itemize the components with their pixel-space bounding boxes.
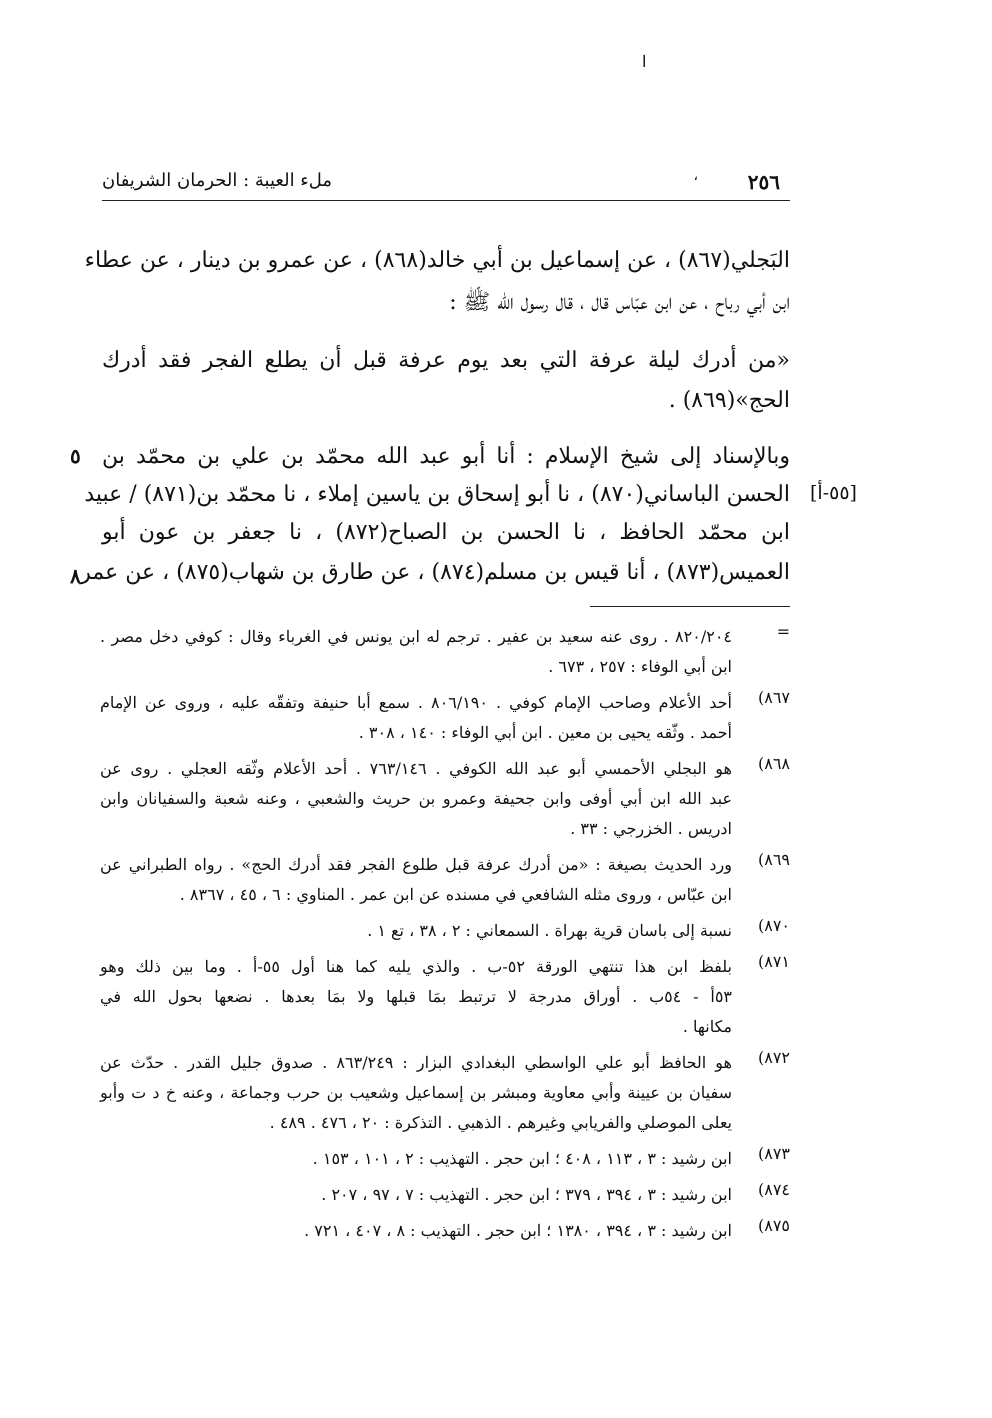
footnote-number: ٨٧٥): [757, 1216, 790, 1235]
line-number-5: ٥: [70, 444, 81, 468]
footnote-line: سفيان بن عيينة وأبي معاوية ومبشر بن إسماعيل وشعيب بن حرب وجماعة ، وعنه خ د ت وأبو: [100, 1083, 732, 1102]
footnote: [100, 1048, 790, 1138]
footnote-number: ٨٧٣): [757, 1144, 790, 1163]
footnote-line: مكانها .: [682, 1017, 732, 1036]
header-tick: ،: [693, 168, 698, 184]
footnote-line: ادريس . الخزرجي : ٣٣ .: [570, 819, 732, 838]
footnote-number: ٨٧٠): [757, 916, 790, 935]
page-number: ٢٥٦: [747, 170, 780, 194]
main-line: الحج»(٨٦٩) .: [668, 388, 790, 413]
footnote-line: عبد الله ابن أبي أوفى وابن جحيفة وعمرو بن حريث والشعبي ، وعنه شعبة والسفيانان وابن: [100, 789, 732, 808]
line-number-8: ٨: [70, 564, 81, 588]
footnotes: [100, 622, 790, 1252]
main-line: العميس(٨٧٣) ، أنا قيس بن مسلم(٨٧٤) ، عن طارق بن شهاب(٨٧٥) ، عن عمر: [80, 560, 790, 585]
footnote: [100, 850, 790, 910]
footnote-number: ٨٦٨): [757, 754, 790, 773]
footnote: [100, 952, 790, 1042]
footnote-rule: [590, 606, 790, 607]
footnote: [100, 688, 790, 748]
footnote-number: ٨٦٩): [757, 850, 790, 869]
main-line: الحسن الباساني(٨٧٠) ، نا أبو إسحاق بن ياسين إملاء ، نا محمّد بن(٨٧١) / عبيد: [84, 482, 790, 507]
footnote: [100, 754, 790, 844]
footnote: [100, 1144, 790, 1174]
main-line: «من أدرك ليلة عرفة التي بعد يوم عرفة قبل أن يطلع الفجر فقد أدرك: [102, 348, 790, 373]
footnote-number: ٨٧٢): [757, 1048, 790, 1067]
footnote-line: هو البجلي الأحمسي أبو عبد الله الكوفي . ٧٦٣/١٤٦ . أحد الأعلام وثّقه العجلي . روى عن: [100, 759, 732, 778]
running-title: ملء العيبة : الحرمان الشريفان: [102, 170, 333, 191]
footnote-number: =: [776, 622, 790, 641]
footnote-line: ابن عبّاس ، وروى مثله الشافعي في مسنده عن ابن عمر . المناوي : ٦ ، ٤٥ ، ٨٣٦٧ .: [179, 885, 732, 904]
footnote-line: بلفظ ابن هذا تنتهي الورقة ٥٢-ب . والذي يليه كما هنا أول ٥٥-أ . وما بين ذلك وهو: [100, 957, 732, 976]
footnote-line: ٨٢٠/٢٠٤ . روى عنه سعيد بن عفير . ترجم له ابن يونس في الغرباء وقال : كوفي دخل مصر .: [100, 627, 732, 646]
footnote-number: ٨٧١): [757, 952, 790, 971]
main-line: البَجلي(٨٦٧) ، عن إسماعيل بن أبي خالد(٨٦٨) ، عن عمرو بن دينار ، عن عطاء: [84, 248, 790, 273]
footnote: [100, 916, 790, 946]
footnote-line: ٥٣أ - ٥٤ب . أوراق مدرجة لا ترتبط بمَا قبلها ولا بمَا بعدها . نضعها بحول الله في: [100, 987, 732, 1006]
folio-marker: [٥٥-أ]: [810, 482, 857, 504]
footnote-line: ابن أبي الوفاء : ٢٥٧ ، ٦٧٣ .: [548, 657, 732, 676]
main-text: [80, 0, 791, 600]
main-line: وبالإسناد إلى شيخ الإسلام : أنا أبو عبد الله محمّد بن علي بن محمّد بن: [102, 444, 790, 469]
footnote-line: ابن رشيد : ٣ ، ١١٣ ، ٤٠٨ ؛ ابن حجر . التهذيب : ٢ ، ١٠١ ، ١٥٣ .: [312, 1149, 732, 1168]
footnote-line: ورد الحديث بصيغة : «من أدرك عرفة قبل طلوع الفجر فقد أدرك الحج» . رواه الطبراني عن: [100, 855, 732, 874]
footnote-number: ٨٦٧): [757, 688, 790, 707]
footnote-line: هو الحافظ أبو علي الواسطي البغدادي البزار : ٨٦٣/٢٤٩ . صدوق جليل القدر . حدّث عن: [100, 1053, 732, 1072]
main-line: ابن محمّد الحافظ ، نا الحسن بن الصباح(٨٧٢) ، نا جعفر بن عون أبو: [102, 520, 791, 545]
footnote-line: أحمد . وثّقه يحيى بن معين . ابن أبي الوفاء : ١٤٠ ، ٣٠٨ .: [358, 723, 732, 742]
footnote-line: ابن رشيد : ٣ ، ٣٩٤ ، ٣٧٩ ؛ ابن حجر . التهذيب : ٧ ، ٩٧ ، ٢٠٧ .: [321, 1185, 732, 1204]
main-line: ابن أبي رباح ، عن ابن عبّاس قال ، قال رسول الله ﷺ :: [449, 290, 790, 315]
footnote: [100, 622, 790, 682]
footnote: [100, 1180, 790, 1210]
footnote: [100, 1216, 790, 1246]
footnote-line: أحد الأعلام وصاحب الإمام كوفي . ٨٠٦/١٩٠ . سمع أبا حنيفة وتفقّه عليه ، وروى عن الإمام: [100, 693, 732, 712]
footnote-line: ابن رشيد : ٣ ، ٣٩٤ ، ١٣٨٠ ؛ ابن حجر . التهذيب : ٨ ، ٤٠٧ ، ٧٢١ .: [304, 1221, 732, 1240]
top-mark: ا: [642, 52, 647, 71]
footnote-line: نسبة إلى باسان قرية بهراة . السمعاني : ٢ ، ٣٨ ، تع ١ .: [367, 921, 732, 940]
footnote-number: ٨٧٤): [757, 1180, 790, 1199]
footnote-line: يعلى الموصلي والفريابي وغيرهم . الذهبي . التذكرة : ٢٠ ، ٤٧٦ . ٤٨٩ .: [269, 1113, 732, 1132]
